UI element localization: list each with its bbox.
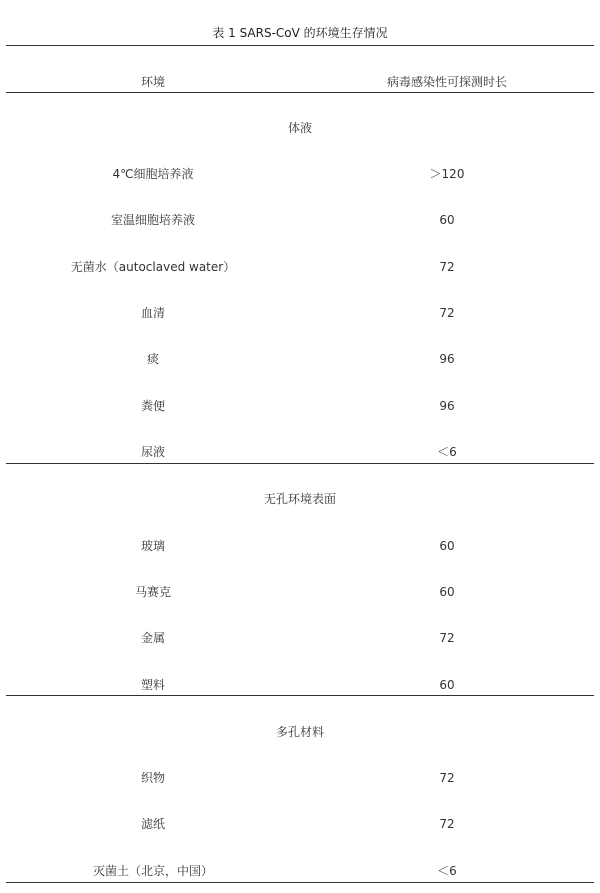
cell-environment: 织物 <box>140 771 165 785</box>
cell-environment: 痰 <box>146 352 159 366</box>
cell-environment: 马赛克 <box>134 585 171 599</box>
cell-duration: 96 <box>439 352 455 366</box>
cell-environment: 金属 <box>140 631 165 645</box>
cell-environment: 粪便 <box>140 399 165 413</box>
cell-duration: ＞120 <box>429 167 465 181</box>
cell-duration: 96 <box>439 399 455 413</box>
header-rule <box>6 92 594 93</box>
section-rule <box>6 695 594 696</box>
bottom-rule <box>6 882 594 883</box>
cell-environment: 灭菌土（北京，中国） <box>92 864 213 878</box>
cell-environment: 4℃细胞培养液 <box>112 167 194 181</box>
cell-duration: ＜6 <box>437 445 457 459</box>
cell-environment: 无菌水（autoclaved water） <box>70 260 236 274</box>
cell-environment: 尿液 <box>140 445 165 459</box>
cell-environment: 室温细胞培养液 <box>110 213 195 227</box>
section-rule <box>6 463 594 464</box>
header-duration: 病毒感染性可探测时长 <box>386 75 507 89</box>
section-title: 多孔材料 <box>275 725 324 739</box>
section-title: 无孔环境表面 <box>263 492 336 506</box>
top-rule <box>6 45 594 46</box>
cell-duration: 72 <box>439 771 455 785</box>
cell-duration: 60 <box>439 585 455 599</box>
cell-duration: 72 <box>439 631 455 645</box>
cell-duration: ＜6 <box>437 864 457 878</box>
table-caption: 表 1 SARS-CoV 的环境生存情况 <box>212 26 388 40</box>
cell-duration: 72 <box>439 817 455 831</box>
cell-duration: 60 <box>439 213 455 227</box>
cell-duration: 72 <box>439 260 455 274</box>
cell-environment: 玻璃 <box>140 539 165 553</box>
cell-duration: 60 <box>439 539 455 553</box>
cell-environment: 滤纸 <box>140 817 165 831</box>
cell-environment: 血清 <box>140 306 165 320</box>
cell-duration: 60 <box>439 678 455 692</box>
cell-environment: 塑料 <box>140 678 165 692</box>
header-environment: 环境 <box>140 75 165 89</box>
section-title: 体液 <box>287 121 312 135</box>
cell-duration: 72 <box>439 306 455 320</box>
